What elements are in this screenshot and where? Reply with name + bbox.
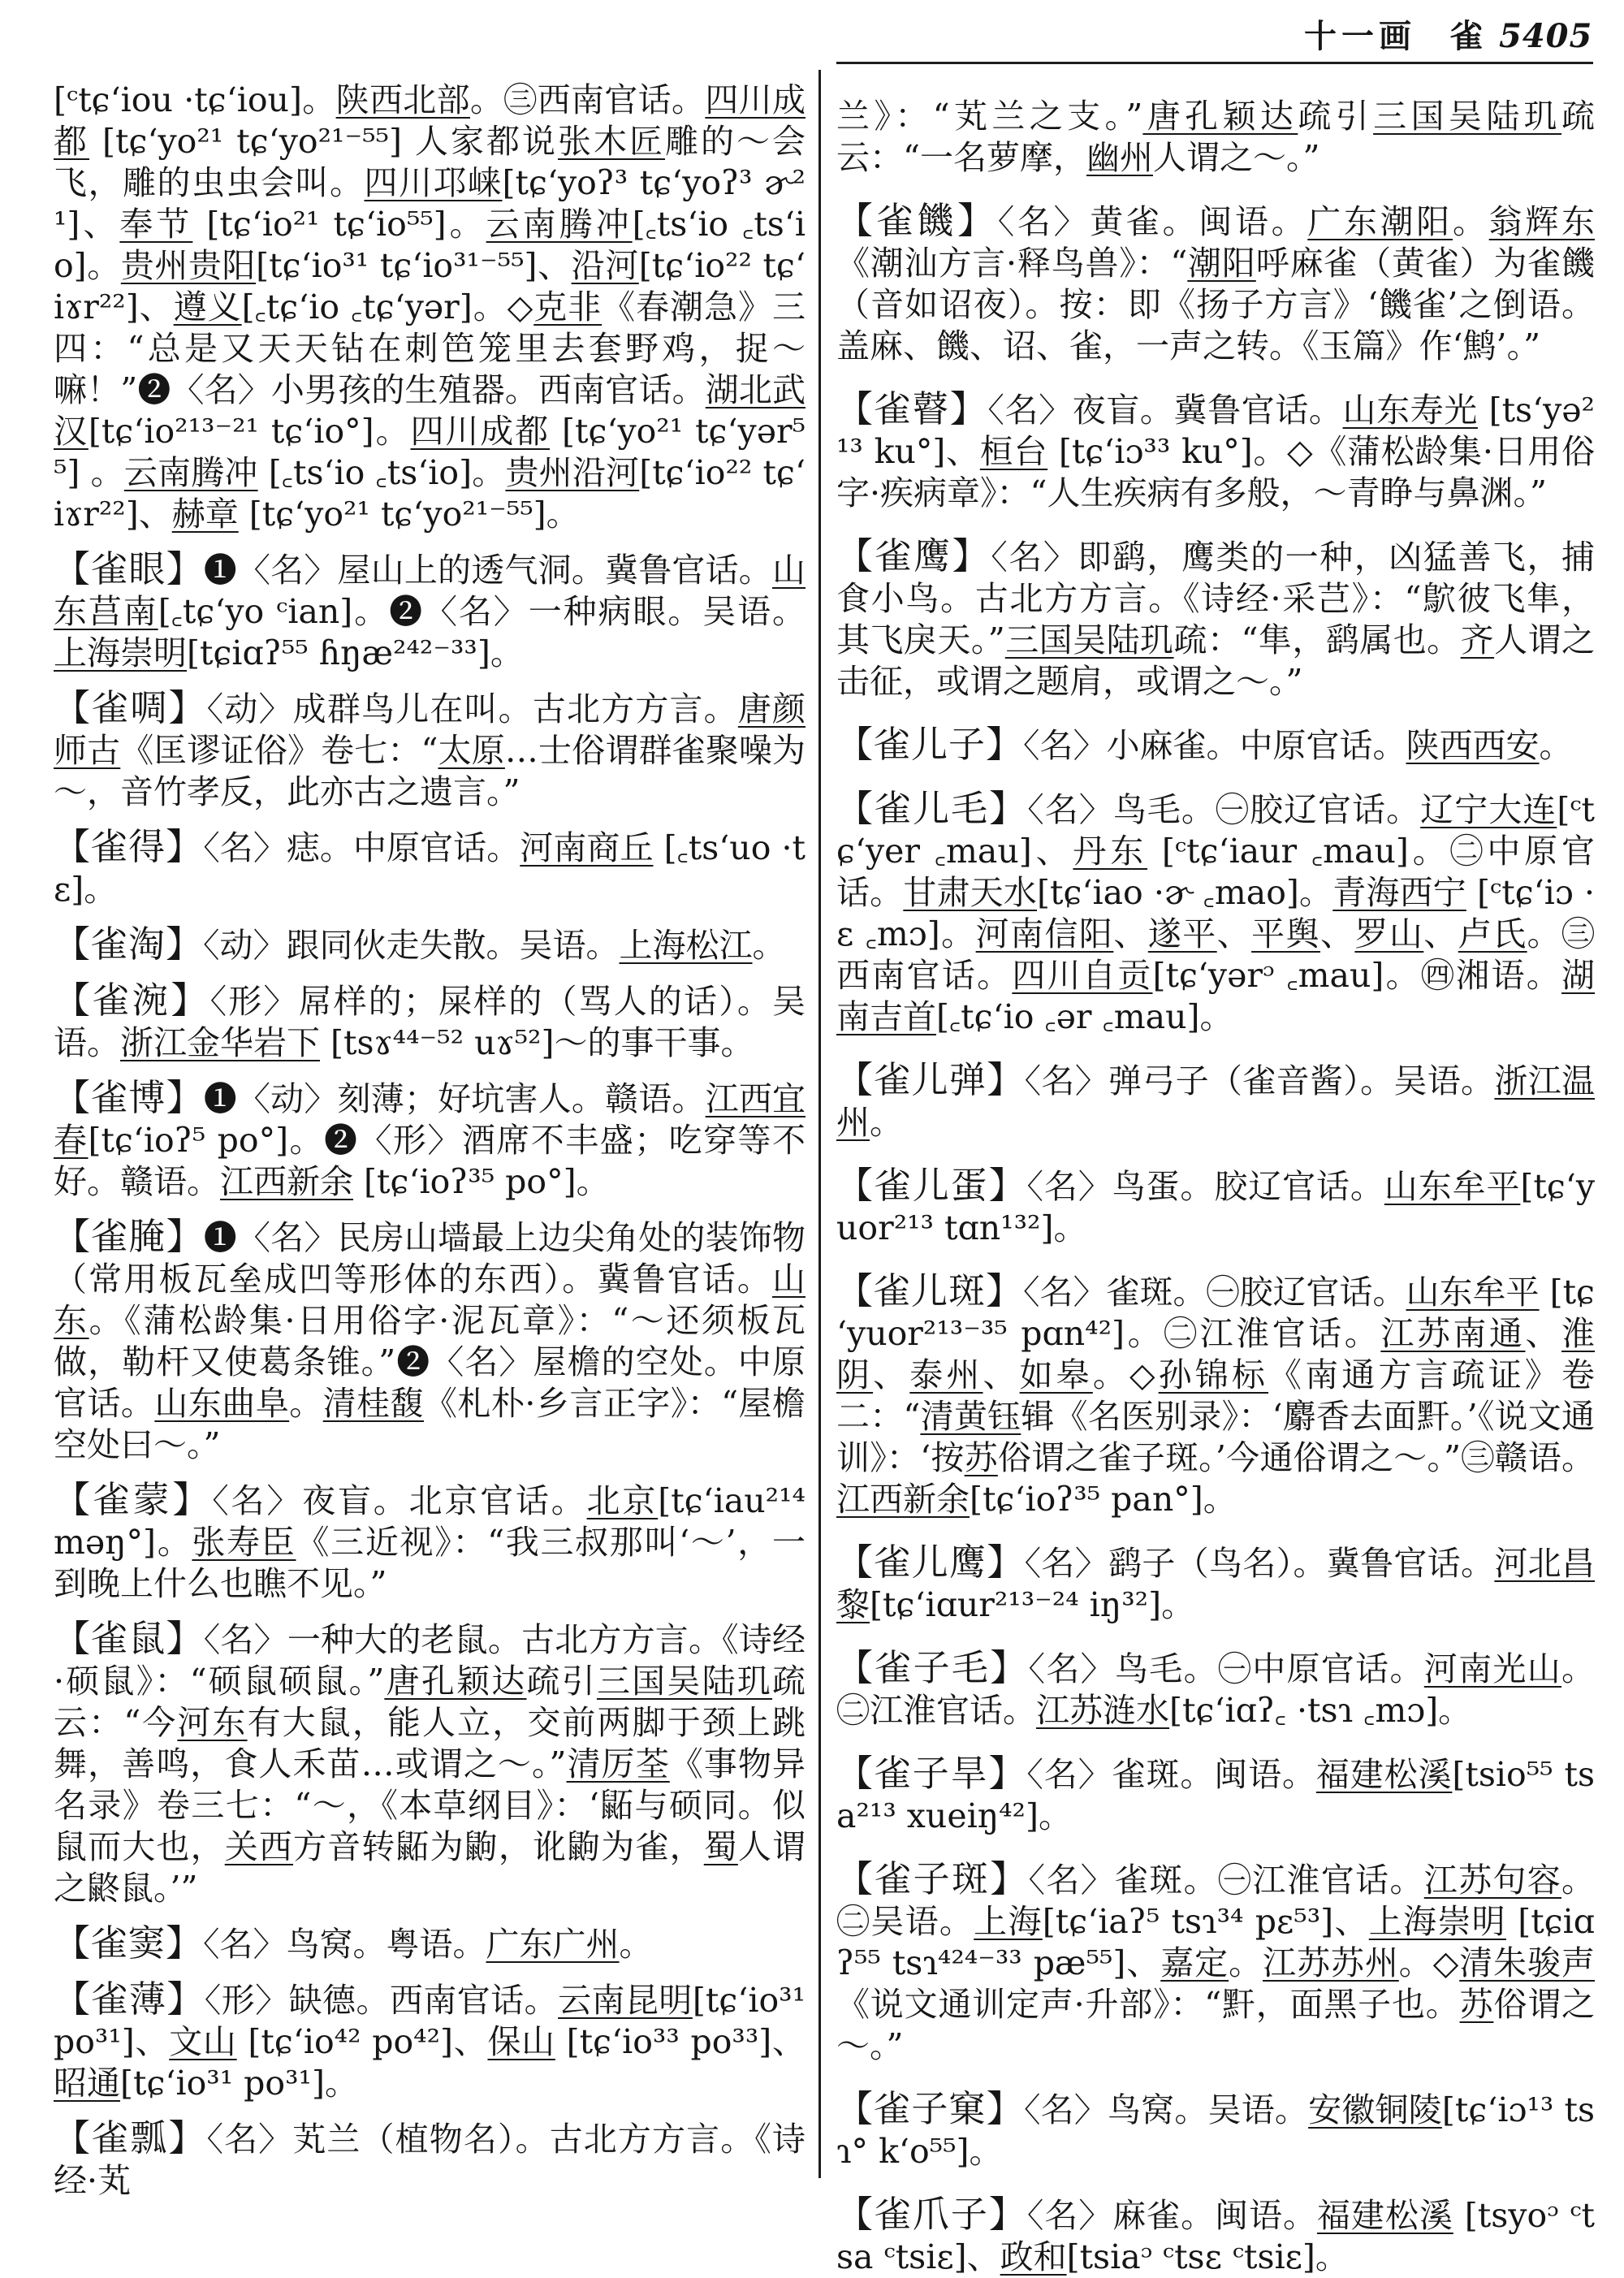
entry-text: 。㊁吴语。: [836, 1861, 1596, 1941]
entry-text: [꜀tɕʻio ꜀tɕʻyər]。◇: [241, 287, 534, 326]
entry-text: [tɕʻio³¹ po³¹]。: [120, 2064, 358, 2103]
underlined-place-or-name: 翁辉东: [1488, 202, 1596, 241]
entry-text: [tɕʻiao ·ɚ ꜀mao]。: [1036, 873, 1333, 912]
entry-text: 人谓之鼨鼠。’”: [54, 1827, 806, 1908]
entry-text: 《匡谬证俗》卷七：“: [120, 731, 438, 770]
entry-text: 〈名〉鸟毛。㊀胶辽官话。: [1027, 790, 1421, 829]
entry-text: [tɕʻioʔ³⁵ pan°]。: [970, 1480, 1237, 1519]
underlined-place-or-name: 克非: [533, 287, 603, 326]
underlined-place-or-name: 湖北武汉: [54, 370, 806, 451]
entry-text: [tɕʻiau²¹⁴ məŋ°]。: [54, 1481, 806, 1562]
entry-text: 《南通方言疏证》卷二：“: [836, 1355, 1596, 1436]
underlined-place-or-name: 云南腾冲: [486, 205, 633, 244]
entry-text: [꜀tsʻuo ·tɛ]。: [54, 828, 806, 909]
underlined-place-or-name: 福建松溪: [1315, 1755, 1453, 1794]
underlined-place-or-name: 清桂馥: [322, 1384, 425, 1423]
entry-text: 。◇: [1092, 1355, 1159, 1394]
entry-text: 〈名〉鸟窝。吴语。: [1023, 2090, 1309, 2129]
underlined-place-or-name: 齐: [1460, 620, 1495, 659]
dictionary-entry: [54, 1216, 806, 1466]
entry-text: [ᶜtɕʻiaur ꜀mau]。㊁中原官话。: [836, 832, 1595, 912]
entry-text: 〈名〉痣。中原官话。: [203, 828, 520, 867]
dictionary-entry: [54, 1077, 806, 1203]
underlined-place-or-name: 山东牟平: [1384, 1167, 1521, 1206]
entry-headword: 【雀儿蛋】: [836, 1164, 1027, 1207]
underlined-place-or-name: 张木匠: [558, 122, 666, 161]
entry-text: [tɕʻio²¹ tɕʻio⁵⁵]。: [192, 205, 486, 244]
entry-text: [tɕʻio²² tɕʻiɤr²²]、: [54, 453, 806, 534]
entry-text: 疏引: [1298, 97, 1374, 136]
entry-headword: 【雀儿弹】: [836, 1058, 1025, 1101]
entry-text: 〈名〉雀斑。闽语。: [1026, 1755, 1316, 1794]
entry-headword: 【雀鹰】: [836, 534, 991, 577]
entry-text: 、: [1423, 914, 1458, 953]
underlined-place-or-name: 丹东: [1073, 832, 1148, 871]
underlined-place-or-name: 罗山: [1354, 914, 1424, 953]
entry-text: [꜀tsʻio ꜀tsʻio]。: [257, 453, 506, 492]
underlined-place-or-name: 云南昆明: [558, 1981, 693, 2020]
entry-text: [tɕʻyo²¹ tɕʻyər⁵⁵] 。: [54, 412, 806, 492]
underlined-place-or-name: 江苏句容: [1423, 1861, 1562, 1900]
dictionary-entry: [54, 826, 806, 910]
underlined-place-or-name: 河北昌黎: [836, 1544, 1595, 1624]
entry-text: 。: [619, 1925, 653, 1964]
dictionary-entry: [836, 535, 1595, 702]
entry-text: [꜀tɕʻyo ᶜian]。❷〈名〉一种病眼。吴语。: [158, 592, 806, 631]
entry-text: 。: [289, 1384, 323, 1423]
entry-text: [tɕʻiaʔ⁵ tsɿ³⁴ pɛ⁵³]、: [1042, 1902, 1369, 1941]
entry-text: 〈名〉麻雀。闽语。: [1026, 2196, 1317, 2235]
underlined-place-or-name: 桓台: [979, 432, 1048, 471]
entry-headword: 【雀儿斑】: [836, 1269, 1024, 1312]
entry-text: 人谓之～。”: [1152, 138, 1320, 177]
underlined-place-or-name: 四川成都: [410, 412, 551, 451]
underlined-place-or-name: 三国吴陆玑: [596, 1662, 773, 1701]
entry-text: 。: [1539, 726, 1573, 765]
entry-text: 疏引: [526, 1662, 597, 1701]
entry-text: [tɕiɑʔ⁵⁵ ɦŋæ²⁴²⁻³³]。: [187, 633, 524, 672]
underlined-place-or-name: 云南腾冲: [123, 453, 258, 492]
underlined-place-or-name: 唐孔颖达: [384, 1662, 527, 1701]
dictionary-entry: [836, 1059, 1595, 1143]
entry-text: 有大鼠，能人立，交前两脚于颈上跳舞，善鸣，食人禾苗…或谓之～。”: [54, 1703, 806, 1783]
entry-text: 〈名〉夜盲。冀鲁官话。: [987, 391, 1343, 430]
entry-text: 〈动〉跟同伙走失散。吴语。: [203, 926, 620, 965]
entry-text: 〈名〉鸟毛。㊀中原官话。: [1028, 1649, 1424, 1688]
entry-text: [tɕʻyərᵓ ꜀mau]。㊃湘语。: [1152, 956, 1562, 995]
underlined-place-or-name: 蜀: [703, 1827, 738, 1866]
underlined-place-or-name: 昭通: [54, 2064, 120, 2103]
entry-text: 、: [1525, 1314, 1562, 1353]
left-column: [54, 80, 806, 2200]
entry-text: [꜀tsʻio ꜀tsʻio]。: [54, 205, 806, 285]
entry-text: [tɕʻio³³ po³³]、: [555, 2022, 806, 2061]
underlined-place-or-name: 文山: [169, 2022, 237, 2061]
entry-headword: 【雀腌】: [54, 1215, 204, 1258]
entry-text: 《事物异名录》卷三七：“～，《本草纲目》：‘鼫与硕同。似鼠而大也，: [54, 1744, 806, 1866]
entry-text: 、: [873, 1355, 910, 1394]
underlined-place-or-name: 四川自贡: [1012, 956, 1153, 995]
entry-text: 〈名〉弹弓子（雀音酱）。吴语。: [1024, 1061, 1495, 1100]
underlined-place-or-name: 陕西北部: [335, 80, 470, 119]
underlined-place-or-name: 孙锦标: [1158, 1355, 1269, 1394]
entry-text: ❶〈名〉民房山墙最上边尖角处的装饰物（常用板瓦垒成凹等形体的东西）。冀鲁官话。: [54, 1218, 806, 1299]
header-rule: [836, 62, 1593, 64]
entry-text: [tɕʻyo²¹ tɕʻyo²¹⁻⁵⁵]。: [238, 495, 580, 534]
entry-text: [tɕʻiɑur²¹³⁻²⁴ iŋ³²]。: [870, 1585, 1195, 1624]
dictionary-entry: [54, 979, 806, 1064]
underlined-place-or-name: 浙江金华岩下: [120, 1023, 320, 1062]
dictionary-entry: [54, 923, 806, 966]
entry-text: 《札朴·乡言正字》：“屋檐空处曰～。”: [54, 1384, 806, 1464]
entry-text: 。: [752, 926, 786, 965]
entry-text: [tɕʻio²² tɕʻiɤr²²]、: [54, 246, 806, 326]
entry-text: 〈名〉雀斑。㊀胶辽官话。: [1023, 1273, 1406, 1312]
underlined-place-or-name: 安徽铜陵: [1308, 2090, 1442, 2129]
entry-text: [tsiaᵓ ᶜtsɛ ᶜtsiɛ]。: [1066, 2237, 1349, 2276]
underlined-place-or-name: 湖南吉首: [836, 956, 1596, 1036]
underlined-place-or-name: 太原: [438, 731, 505, 770]
entry-text: 。㊂西南官话。: [469, 80, 706, 119]
underlined-place-or-name: 江西宜春: [54, 1079, 806, 1160]
underlined-place-or-name: 政和: [1000, 2237, 1067, 2276]
underlined-place-or-name: 山东寿光: [1342, 391, 1478, 430]
entry-headword: 【雀子斑】: [836, 1857, 1029, 1900]
entry-text: 〈形〉缺德。西南官话。: [204, 1981, 559, 2020]
entry-text: 、: [1320, 914, 1355, 953]
entry-headword: 【雀儿子】: [836, 723, 1024, 766]
underlined-place-or-name: 河东: [177, 1703, 248, 1742]
entry-continuation: [836, 96, 1595, 179]
underlined-place-or-name: 清厉荃: [566, 1744, 670, 1783]
underlined-place-or-name: 遵义: [173, 287, 242, 326]
entry-text: ❶〈名〉屋山上的透气洞。冀鲁官话。: [203, 551, 772, 590]
entry-text: 〈名〉鹞子（鸟名）。冀鲁官话。: [1024, 1544, 1495, 1583]
entry-text: 。: [1229, 1943, 1263, 1982]
entry-text: [tɕʻioʔ⁵ po°]。❷〈形〉酒席不丰盛；吃穿等不好。赣语。: [54, 1121, 806, 1201]
entry-headword: 【雀窦】: [54, 1921, 204, 1965]
entry-text: 俗谓之雀子斑。’今通俗谓之～。”㊂赣语。: [997, 1438, 1595, 1477]
entry-text: [tɕʻio³¹ tɕʻio³¹⁻⁵⁵]、: [256, 246, 572, 285]
entry-headword: 【雀薄】: [54, 1978, 205, 2021]
entry-text: 〈名〉夜盲。北京官话。: [212, 1481, 587, 1520]
underlined-place-or-name: 唐颜师古: [54, 689, 806, 770]
entry-text: 、: [983, 1355, 1020, 1394]
entry-text: 〈名〉一种大的老鼠。古北方方言。《诗经·硕鼠》：“硕鼠硕鼠。”: [54, 1620, 806, 1701]
entry-headword: 【雀淘】: [54, 923, 204, 966]
entry-headword: 【雀儿毛】: [836, 787, 1028, 830]
underlined-place-or-name: 三国吴陆玑: [1004, 620, 1174, 659]
entry-text: 〈名〉鸟窝。粤语。: [203, 1925, 486, 1964]
entry-text: 《潮汕方言·释鸟兽》：“: [836, 244, 1188, 283]
entry-text: 《三近视》：“我三叔那叫‘～’，一到晚上什么也瞧不见。”: [54, 1523, 806, 1603]
entry-text: 〈名〉雀斑。㊀江淮官话。: [1028, 1861, 1424, 1900]
dictionary-entry: [836, 1753, 1595, 1837]
entry-headword: 【雀蒙】: [54, 1478, 213, 1521]
underlined-place-or-name: 辽宁大连: [1420, 790, 1557, 829]
entry-headword: 【雀啁】: [54, 686, 207, 729]
entry-headword: 【雀瞽】: [836, 387, 988, 430]
underlined-place-or-name: 清黄钰: [920, 1397, 1021, 1436]
entry-text: [tɕʻyo²¹ tɕʻyo²¹⁻⁵⁵] 人家都说: [89, 122, 559, 161]
entry-text: 〈名〉即鹞，鹰类的一种，凶猛善飞，捕食小鸟。古北方方言。《诗经·采芑》：“鴥彼飞隼，其飞戾天。”: [836, 538, 1595, 659]
underlined-place-or-name: 三国吴陆玑: [1373, 97, 1562, 136]
entry-text: [tɕʻioʔ³⁵ po°]。: [353, 1162, 610, 1201]
dictionary-entry: [54, 1922, 806, 1965]
page-number: 5405: [1499, 17, 1593, 55]
entry-text: 俗谓之～。”: [836, 1985, 1595, 2065]
entry-text: [tɕʻiɔ¹³ tsɿ° kʻo⁵⁵]。: [836, 2090, 1596, 2171]
underlined-place-or-name: 幽州: [1086, 138, 1153, 177]
dictionary-entry: [54, 2117, 806, 2202]
dictionary-entry: [54, 687, 806, 813]
dictionary-entry: [54, 1978, 806, 2104]
entry-headword: 【雀爪子】: [836, 2193, 1027, 2236]
entry-text: [tɕʻiɑʔ꜀ ·tsɿ ꜀mɔ]。: [1169, 1691, 1472, 1730]
entry-text: ❶〈动〉刻薄；好坑害人。赣语。: [203, 1079, 706, 1118]
entry-text: 。◇: [1398, 1943, 1460, 1982]
underlined-place-or-name: 河南商丘: [520, 828, 654, 867]
entry-text: 《说文通训定声·升部》：“䵟，面黑子也。: [836, 1985, 1460, 2024]
entry-headword: 【雀子窠】: [836, 2087, 1024, 2130]
underlined-place-or-name: 山东莒南: [54, 551, 806, 631]
entry-text: 。㊁江淮官话。: [836, 1649, 1596, 1730]
entry-text: 。《蒲松龄集·日用俗字·泥瓦章》：“～还须板瓦做，勒杆又使葛条锥。”❷〈名〉屋檐的空处。中原官话。: [54, 1301, 806, 1423]
entry-text: [tɕʻio³¹ po³¹]、: [54, 1981, 806, 2061]
dictionary-entry: [836, 724, 1595, 767]
entry-text: 〈形〉屌样的；屎样的（骂人的话）。吴语。: [54, 982, 806, 1062]
stroke-count-label: 十一画: [1304, 18, 1416, 55]
underlined-place-or-name: 如皋: [1019, 1355, 1093, 1394]
dictionary-entry: [836, 1270, 1595, 1520]
underlined-place-or-name: 青海西宁: [1332, 873, 1466, 912]
entry-text: 。: [1452, 202, 1489, 241]
entry-headword: 【雀鼠】: [54, 1617, 204, 1660]
dictionary-entry: [836, 1858, 1595, 2067]
underlined-place-or-name: 河南信阳: [975, 914, 1114, 953]
underlined-place-or-name: 奉节: [119, 205, 193, 244]
underlined-place-or-name: 清朱骏声: [1459, 1943, 1595, 1982]
entry-text: 。㊂西南官话。: [836, 914, 1596, 995]
underlined-place-or-name: 河南光山: [1423, 1649, 1562, 1688]
underlined-place-or-name: 平舆: [1251, 914, 1320, 953]
entry-text: [tɕʻyoʔ³ tɕʻyoʔ³ ɚ²¹]、: [54, 163, 806, 244]
underlined-place-or-name: 嘉定: [1160, 1943, 1229, 1982]
dictionary-entry: [836, 1647, 1595, 1731]
underlined-place-or-name: 广东广州: [486, 1925, 620, 1964]
entry-text: 〈名〉鸟蛋。胶辽官话。: [1026, 1167, 1384, 1206]
underlined-place-or-name: 张寿臣: [192, 1523, 296, 1562]
entry-text: [tɕiɑʔ⁵⁵ tsɿ⁴²⁴⁻³³ pæ⁵⁵]、: [836, 1902, 1596, 1982]
underlined-place-or-name: 江西新余: [836, 1480, 970, 1519]
entry-headword: 【雀博】: [54, 1076, 204, 1119]
entry-text: 。: [870, 1103, 903, 1142]
entry-text: 、: [1216, 914, 1252, 953]
underlined-place-or-name: 上海崇明: [1368, 1902, 1506, 1941]
entry-text: 〈名〉芄兰（植物名）。古北方方言。《诗经·芄: [54, 2120, 806, 2200]
underlined-place-or-name: 遂平: [1147, 914, 1217, 953]
entry-headword: 【雀眼】: [54, 547, 204, 590]
entry-text: 、: [1113, 914, 1148, 953]
entry-headword: 【雀涴】: [54, 979, 210, 1022]
underlined-place-or-name: 山东: [54, 1260, 806, 1340]
entry-text: …士俗谓群雀聚噪为～，音竹孝反，此亦古之遗言。”: [54, 731, 806, 811]
underlined-place-or-name: 上海松江: [619, 926, 753, 965]
underlined-place-or-name: 卢氏: [1458, 914, 1527, 953]
entry-text: [ᶜtɕʻiou ·tɕʻiou]。: [54, 80, 336, 119]
entry-headword: 【雀子毛】: [836, 1646, 1029, 1689]
underlined-place-or-name: 江苏南通: [1380, 1314, 1526, 1353]
underlined-place-or-name: 四川成都: [54, 80, 806, 161]
entry-text: 人谓之击征，或谓之题肩，或谓之～。”: [836, 620, 1596, 701]
column-divider: [818, 70, 821, 2178]
entry-text: [ᶜtɕʻyer ꜀mau]、: [836, 790, 1595, 871]
dictionary-entry: [836, 1541, 1595, 1626]
underlined-place-or-name: 唐孔颖达: [1142, 97, 1298, 136]
underlined-place-or-name: 贵州贵阳: [120, 246, 257, 285]
entry-text: 疏云：“一名萝摩，: [836, 97, 1596, 177]
entry-headword: 【雀饑】: [836, 199, 998, 242]
dictionary-entry: [836, 200, 1595, 367]
entry-text: [tɕʻyuor²¹³⁻³⁵ pɑn⁴²]。㊁江淮官话。: [836, 1273, 1596, 1353]
underlined-place-or-name: 江苏苏州: [1263, 1943, 1399, 1982]
header-character: 雀: [1450, 18, 1483, 55]
entry-text: [tsio⁵⁵ tsa²¹³ xueiŋ⁴²]。: [836, 1755, 1596, 1835]
entry-text: [tsʻyə²¹³ ku°]、: [836, 391, 1595, 471]
entry-text: [tɕʻio²¹³⁻²¹ tɕʻio°]。: [88, 412, 411, 451]
dictionary-entry: [836, 2194, 1595, 2278]
dictionary-entry: [836, 1165, 1595, 1249]
underlined-place-or-name: 江西新余: [220, 1162, 353, 1201]
underlined-place-or-name: 广东潮阳: [1307, 202, 1453, 241]
underlined-place-or-name: 浙江温州: [836, 1061, 1595, 1142]
entry-text: 疏云：“今: [54, 1662, 806, 1742]
entry-text: 辑《名医别录》：‘麝香去面䵟。’《说文通训》：‘按: [836, 1397, 1595, 1477]
entry-headword: 【雀子旱】: [836, 1752, 1027, 1795]
underlined-place-or-name: 陕西西安: [1406, 726, 1540, 765]
entry-continuation: [54, 80, 806, 535]
underlined-place-or-name: 泰州: [909, 1355, 983, 1394]
entry-text: [tsɤ⁴⁴⁻⁵² uɤ⁵²]～的事干事。: [320, 1023, 754, 1062]
underlined-place-or-name: 甘肃天水: [903, 873, 1037, 912]
underlined-place-or-name: 保山: [487, 2022, 555, 2061]
entry-text: 方音转鼫为鼩，讹鼩为雀，: [293, 1827, 704, 1866]
entry-headword: 【雀瓢】: [54, 2116, 207, 2159]
dictionary-entry: [54, 1479, 806, 1605]
underlined-place-or-name: 潮阳: [1187, 244, 1256, 283]
underlined-place-or-name: 山东牟平: [1406, 1273, 1540, 1312]
entry-text: [ᶜtɕʻiɔ ·ɛ ꜀mɔ]。: [836, 873, 1596, 953]
underlined-place-or-name: 江苏涟水: [1036, 1691, 1169, 1730]
underlined-place-or-name: 山东曲阜: [154, 1384, 290, 1423]
entry-text: 雕的～会飞，雕的虫虫会叫。: [54, 122, 806, 202]
dictionary-entry: [54, 1618, 806, 1909]
running-header: [1291, 15, 1600, 58]
entry-text: 〈动〉成群鸟儿在叫。古北方方言。: [206, 689, 738, 728]
entry-text: 《春潮急》三四：“总是又天天钻在刺笆笼里去套野鸡，捉～嘛！”❷〈名〉小男孩的生殖器。西南官话。: [54, 287, 806, 409]
entry-headword: 【雀儿鹰】: [836, 1541, 1025, 1584]
entry-text: 〈名〉黄雀。闽语。: [997, 202, 1308, 241]
entry-text: [tɕʻiɔ³³ ku°]。◇《蒲松龄集·日用俗字·疾病章》：“人生疾病有多般，～青睁与鼻渊。”: [836, 432, 1596, 512]
dictionary-entry: [836, 788, 1595, 1038]
entry-headword: 【雀得】: [54, 825, 204, 868]
underlined-place-or-name: 淮阴: [836, 1314, 1596, 1394]
underlined-place-or-name: 关西: [224, 1827, 294, 1866]
entry-text: [꜀tɕʻio ꜀ər ꜀mau]。: [936, 997, 1233, 1036]
underlined-place-or-name: 苏: [1459, 1985, 1494, 2024]
underlined-place-or-name: 四川邛崃: [364, 163, 503, 202]
entry-text: [tsyoᵓ ᶜtsa ᶜtsiɛ]、: [836, 2196, 1596, 2276]
underlined-place-or-name: 赫章: [171, 495, 239, 534]
underlined-place-or-name: 贵州沿河: [505, 453, 640, 492]
underlined-place-or-name: 北京: [586, 1481, 659, 1520]
entry-text: 疏：“隼，鹞属也。: [1173, 620, 1461, 659]
dictionary-entry: [836, 2088, 1595, 2172]
underlined-place-or-name: 沿河: [571, 246, 639, 285]
entry-text: 〈名〉小麻雀。中原官话。: [1023, 726, 1406, 765]
underlined-place-or-name: 上海: [974, 1902, 1043, 1941]
entry-text: [tɕʻio⁴² po⁴²]、: [236, 2022, 488, 2061]
underlined-place-or-name: 福建松溪: [1316, 2196, 1453, 2235]
entry-text: 兰》：“芄兰之支。”: [836, 97, 1143, 136]
underlined-place-or-name: 苏: [964, 1438, 998, 1477]
dictionary-entry: [54, 548, 806, 674]
underlined-place-or-name: 上海崇明: [54, 633, 187, 672]
dictionary-entry: [836, 388, 1595, 514]
right-column: [836, 75, 1596, 2276]
entry-text: 呼麻雀（黄雀）为雀饑（音如诏夜）。按：即《扬子方言》‘饑雀’之倒语。盖麻、饑、诏、雀，一声之转。《玉篇》作‘鹪’。”: [836, 244, 1596, 365]
entry-text: [tɕʻyuor²¹³ tɑn¹³²]。: [836, 1167, 1596, 1247]
